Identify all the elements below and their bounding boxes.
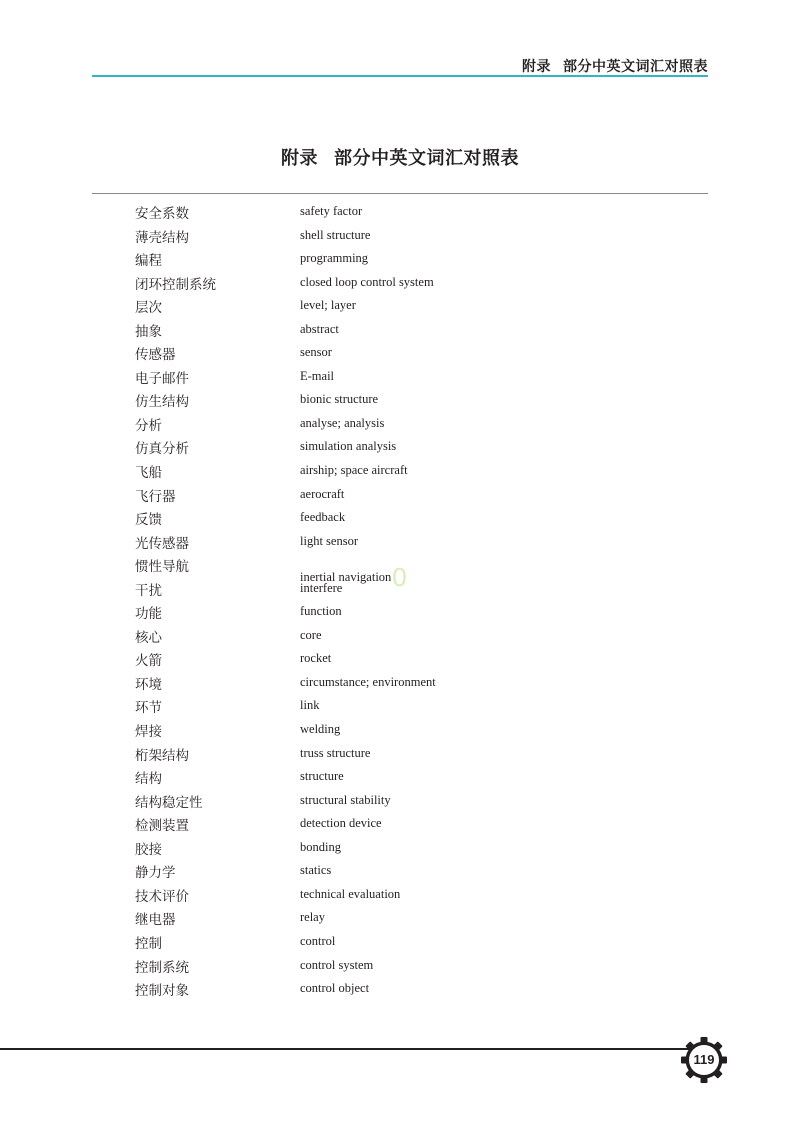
glossary-term-english bbox=[300, 863, 331, 878]
glossary-term-english-text: level; layer bbox=[300, 298, 356, 313]
glossary-row bbox=[0, 412, 800, 436]
glossary-term-english bbox=[300, 722, 340, 737]
glossary-term-english-text: link bbox=[300, 698, 320, 713]
glossary-term-english bbox=[300, 510, 345, 525]
glossary-row bbox=[0, 271, 800, 295]
title-rule bbox=[92, 193, 708, 194]
glossary-term-chinese: 反馈 bbox=[135, 512, 162, 529]
glossary-row bbox=[0, 624, 800, 648]
glossary-term-english-text: aerocraft bbox=[300, 486, 345, 501]
glossary-term-chinese: 桁架结构 bbox=[135, 747, 189, 764]
glossary-term-chinese: 干扰 bbox=[135, 582, 162, 599]
glossary-term-english-text: statics bbox=[300, 863, 332, 878]
glossary-term-english bbox=[300, 204, 362, 219]
glossary-term-chinese: 环节 bbox=[135, 700, 162, 717]
glossary-term-chinese: 技术评价 bbox=[135, 888, 189, 905]
glossary-term-english bbox=[300, 628, 322, 643]
glossary-term-english-text: sensor bbox=[300, 345, 332, 360]
glossary-term-english-text: circumstance; environment bbox=[300, 674, 436, 689]
glossary-term-english bbox=[300, 298, 356, 313]
glossary-table bbox=[0, 200, 800, 1001]
glossary-row bbox=[0, 836, 800, 860]
glossary-term-chinese: 仿生结构 bbox=[135, 394, 189, 411]
glossary-row bbox=[0, 483, 800, 507]
glossary-row bbox=[0, 224, 800, 248]
running-header-title: 部分中英文词汇对照表 bbox=[563, 59, 708, 75]
glossary-term-chinese: 结构 bbox=[135, 771, 162, 788]
glossary-term-chinese: 薄壳结构 bbox=[135, 229, 189, 246]
glossary-term-english bbox=[300, 934, 335, 949]
glossary-term-chinese: 分析 bbox=[135, 417, 162, 434]
glossary-row bbox=[0, 954, 800, 978]
glossary-term-english-text: shell structure bbox=[300, 227, 371, 242]
glossary-row bbox=[0, 365, 800, 389]
glossary-term-chinese: 焊接 bbox=[135, 724, 162, 741]
glossary-term-english-text: abstract bbox=[300, 321, 339, 336]
glossary-term-english bbox=[300, 981, 369, 996]
glossary-term-english bbox=[300, 651, 331, 666]
glossary-row bbox=[0, 977, 800, 1001]
glossary-term-chinese: 结构稳定性 bbox=[135, 794, 203, 811]
glossary-term-chinese: 继电器 bbox=[135, 912, 176, 929]
glossary-term-english-text: E-mail bbox=[300, 368, 335, 383]
glossary-term-chinese: 检测装置 bbox=[135, 818, 189, 835]
glossary-row bbox=[0, 859, 800, 883]
glossary-term-english-text: control bbox=[300, 933, 336, 948]
glossary-term-chinese: 功能 bbox=[135, 606, 162, 623]
glossary-term-english bbox=[300, 793, 391, 808]
glossary-term-english-text: rocket bbox=[300, 651, 332, 666]
glossary-term-english-text: detection device bbox=[300, 816, 382, 831]
glossary-term-english bbox=[300, 392, 378, 407]
page-number: 119 bbox=[693, 1052, 715, 1067]
glossary-term-english-text: structural stability bbox=[300, 792, 391, 807]
header-rule bbox=[92, 75, 708, 77]
glossary-row bbox=[0, 765, 800, 789]
glossary-row bbox=[0, 789, 800, 813]
glossary-term-english-text: technical evaluation bbox=[300, 886, 401, 901]
glossary-term-english-text: bonding bbox=[300, 839, 341, 854]
glossary-term-english-text: relay bbox=[300, 910, 325, 925]
glossary-term-chinese: 飞船 bbox=[135, 465, 162, 482]
glossary-term-chinese: 光传感器 bbox=[135, 535, 189, 552]
glossary-term-chinese: 静力学 bbox=[135, 865, 176, 882]
glossary-row bbox=[0, 883, 800, 907]
glossary-row bbox=[0, 341, 800, 365]
glossary-term-english bbox=[300, 534, 358, 549]
glossary-term-english bbox=[300, 910, 325, 925]
glossary-row bbox=[0, 906, 800, 930]
glossary-term-chinese: 抽象 bbox=[135, 323, 162, 340]
glossary-term-chinese: 传感器 bbox=[135, 347, 176, 364]
glossary-term-english-text: light sensor bbox=[300, 533, 358, 548]
glossary-term-chinese: 仿真分析 bbox=[135, 441, 189, 458]
glossary-term-chinese: 编程 bbox=[135, 253, 162, 270]
glossary-term-chinese: 胶接 bbox=[135, 841, 162, 858]
glossary-term-english bbox=[300, 840, 341, 855]
glossary-term-chinese: 火箭 bbox=[135, 653, 162, 670]
glossary-row bbox=[0, 718, 800, 742]
glossary-term-english bbox=[300, 228, 370, 243]
glossary-term-english-text: bionic structure bbox=[300, 392, 379, 407]
glossary-term-english bbox=[300, 958, 373, 973]
glossary-row bbox=[0, 812, 800, 836]
glossary-term-english bbox=[300, 345, 332, 360]
glossary-row bbox=[0, 930, 800, 954]
glossary-term-english bbox=[300, 322, 339, 337]
glossary-row bbox=[0, 577, 800, 601]
glossary-term-chinese: 飞行器 bbox=[135, 488, 176, 505]
glossary-term-english bbox=[300, 698, 319, 713]
glossary-row bbox=[0, 200, 800, 224]
glossary-row bbox=[0, 435, 800, 459]
glossary-row bbox=[0, 459, 800, 483]
stray-mark: 0 bbox=[392, 562, 407, 593]
glossary-term-chinese: 层次 bbox=[135, 300, 162, 317]
glossary-term-english bbox=[300, 251, 368, 266]
glossary-term-english bbox=[300, 487, 344, 502]
page-title-label: 附录 bbox=[281, 148, 318, 169]
glossary-term-chinese: 安全系数 bbox=[135, 206, 189, 222]
glossary-row bbox=[0, 388, 800, 412]
glossary-term-english bbox=[300, 416, 384, 431]
glossary-term-chinese: 闭环控制系统 bbox=[135, 276, 216, 293]
glossary-term-english bbox=[300, 275, 434, 290]
glossary-term-english-text: closed loop control system bbox=[300, 274, 434, 289]
page-title bbox=[0, 144, 800, 170]
footer-rule bbox=[0, 1048, 690, 1050]
glossary-term-english-text: programming bbox=[300, 251, 369, 266]
glossary-term-english-text: airship; space aircraft bbox=[300, 463, 408, 478]
glossary-term-chinese: 核心 bbox=[135, 629, 162, 646]
glossary-term-chinese: 电子邮件 bbox=[135, 370, 189, 387]
running-header-label: 附录 bbox=[522, 59, 551, 75]
glossary-term-english bbox=[300, 463, 408, 478]
glossary-term-english-text: inertial navigation bbox=[300, 570, 392, 585]
glossary-row bbox=[0, 530, 800, 554]
glossary-term-english bbox=[300, 369, 334, 384]
glossary-row bbox=[0, 742, 800, 766]
glossary-term-english bbox=[300, 581, 342, 596]
glossary-row bbox=[0, 647, 800, 671]
glossary-term-english bbox=[300, 439, 396, 454]
page-title-text: 部分中英文词汇对照表 bbox=[334, 148, 519, 169]
glossary-row bbox=[0, 318, 800, 342]
glossary-row bbox=[0, 247, 800, 271]
glossary-term-english bbox=[300, 604, 342, 619]
glossary-term-chinese: 控制 bbox=[135, 935, 162, 952]
glossary-term-english-text: simulation analysis bbox=[300, 439, 397, 454]
glossary-term-english bbox=[300, 769, 344, 784]
glossary-term-english-text: feedback bbox=[300, 510, 346, 525]
glossary-term-english-text: safety factor bbox=[300, 204, 363, 218]
glossary-row bbox=[0, 671, 800, 695]
glossary-term-english bbox=[300, 816, 382, 831]
glossary-term-english-text: control object bbox=[300, 981, 370, 996]
glossary-term-english-text: truss structure bbox=[300, 745, 371, 760]
glossary-term-english-text: structure bbox=[300, 769, 344, 784]
glossary-term-english-text: control system bbox=[300, 957, 374, 972]
glossary-term-chinese: 惯性导航 bbox=[135, 559, 189, 576]
glossary-term-chinese: 控制系统 bbox=[135, 959, 189, 976]
running-header bbox=[522, 56, 708, 76]
glossary-row bbox=[0, 294, 800, 318]
glossary-term-english-text: welding bbox=[300, 722, 341, 737]
glossary-row bbox=[0, 694, 800, 718]
glossary-term-chinese: 控制对象 bbox=[135, 983, 189, 1000]
glossary-row bbox=[0, 600, 800, 624]
glossary-row bbox=[0, 506, 800, 530]
glossary-term-english bbox=[300, 746, 370, 761]
glossary-term-english-text: core bbox=[300, 627, 322, 642]
glossary-term-english bbox=[300, 675, 436, 690]
glossary-term-english bbox=[300, 887, 400, 902]
glossary-term-english-text: function bbox=[300, 604, 342, 619]
glossary-term-chinese: 环境 bbox=[135, 676, 162, 693]
glossary-term-english-text: analyse; analysis bbox=[300, 415, 385, 430]
glossary-term-english-text: interfere bbox=[300, 580, 343, 595]
